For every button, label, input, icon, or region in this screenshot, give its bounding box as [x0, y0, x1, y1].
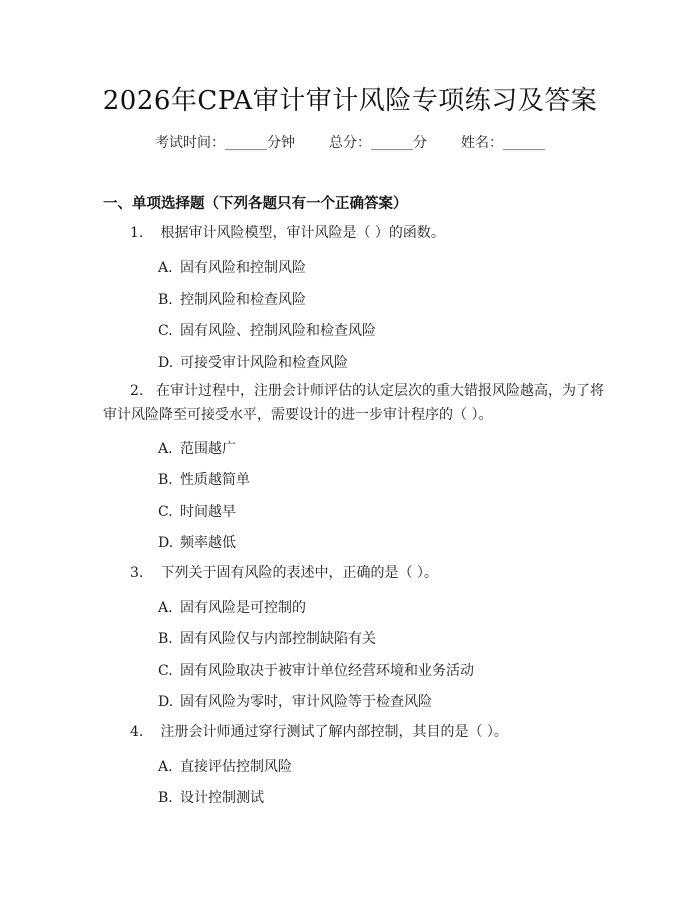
option-letter: D. — [158, 694, 174, 710]
question-2-option-b — [158, 469, 250, 489]
name-field: 姓名：______ — [461, 135, 545, 151]
question-text: 下列关于固有风险的表述中，正确的是（ ）。 — [160, 565, 438, 581]
option-text: 设计控制测试 — [180, 790, 264, 806]
question-1-option-c — [158, 320, 376, 340]
option-letter: D. — [158, 535, 174, 551]
option-text: 范围越广 — [180, 441, 236, 457]
option-letter: D. — [158, 355, 174, 371]
question-3-option-a — [158, 597, 306, 617]
question-number: 4. — [130, 724, 144, 740]
option-letter: C. — [158, 323, 173, 339]
option-letter: A. — [158, 759, 173, 775]
option-letter: A. — [158, 441, 173, 457]
question-number: 1. — [130, 225, 144, 241]
option-letter: B. — [158, 472, 173, 488]
option-letter: A. — [158, 600, 173, 616]
option-text: 时间越早 — [180, 504, 236, 520]
page-title: 2026年CPA审计审计风险专项练习及答案 — [102, 86, 598, 116]
option-text: 固有风险、控制风险和检查风险 — [180, 323, 376, 339]
question-1-option-d — [158, 352, 348, 372]
question-2-option-c — [158, 501, 236, 521]
question-text: 在审计过程中，注册会计师评估的认定层次的重大错报风险越高，为了将 — [156, 383, 604, 399]
question-2-option-a — [158, 438, 236, 458]
question-2-option-d — [158, 532, 236, 552]
question-2-line-1 — [130, 380, 604, 400]
question-4 — [130, 721, 508, 743]
option-text: 固有风险取决于被审计单位经营环境和业务活动 — [180, 663, 474, 679]
option-text: 性质越简单 — [180, 472, 250, 488]
option-text: 可接受审计风险和检查风险 — [180, 355, 348, 371]
option-text: 固有风险为零时，审计风险等于检查风险 — [180, 694, 432, 710]
exam-meta — [0, 132, 700, 152]
option-letter: C. — [158, 663, 173, 679]
option-text: 控制风险和检查风险 — [180, 292, 306, 308]
question-3-option-d — [158, 691, 432, 711]
total-score-field: 总分：______分 — [329, 135, 427, 151]
question-3-option-b — [158, 628, 376, 648]
option-text: 频率越低 — [180, 535, 236, 551]
option-text: 固有风险仅与内部控制缺陷有关 — [180, 631, 376, 647]
question-number: 3. — [130, 565, 144, 581]
question-4-option-b — [158, 787, 264, 807]
question-4-option-a — [158, 756, 292, 776]
option-letter: B. — [158, 292, 173, 308]
option-letter: A. — [158, 260, 173, 276]
question-text: 根据审计风险模型，审计风险是（ ）的函数。 — [160, 225, 445, 241]
section-heading: 一、单项选择题（下列各题只有一个正确答案） — [103, 195, 408, 212]
question-3-option-c — [158, 660, 474, 680]
question-text: 注册会计师通过穿行测试了解内部控制，其目的是（ ）。 — [160, 724, 508, 740]
option-letter: B. — [158, 790, 173, 806]
option-text: 直接评估控制风险 — [180, 759, 292, 775]
question-number: 2. — [130, 383, 144, 399]
exam-time-field: 考试时间：______分钟 — [155, 135, 295, 151]
option-text: 固有风险和控制风险 — [180, 260, 306, 276]
question-1 — [130, 222, 445, 244]
option-letter: B. — [158, 631, 173, 647]
option-text: 固有风险是可控制的 — [180, 600, 306, 616]
question-3 — [130, 562, 438, 584]
question-1-option-b — [158, 289, 306, 309]
option-letter: C. — [158, 504, 173, 520]
question-2-line-2: 审计风险降至可接受水平，需要设计的进一步审计程序的（ ）。 — [103, 407, 493, 423]
question-1-option-a — [158, 257, 306, 277]
